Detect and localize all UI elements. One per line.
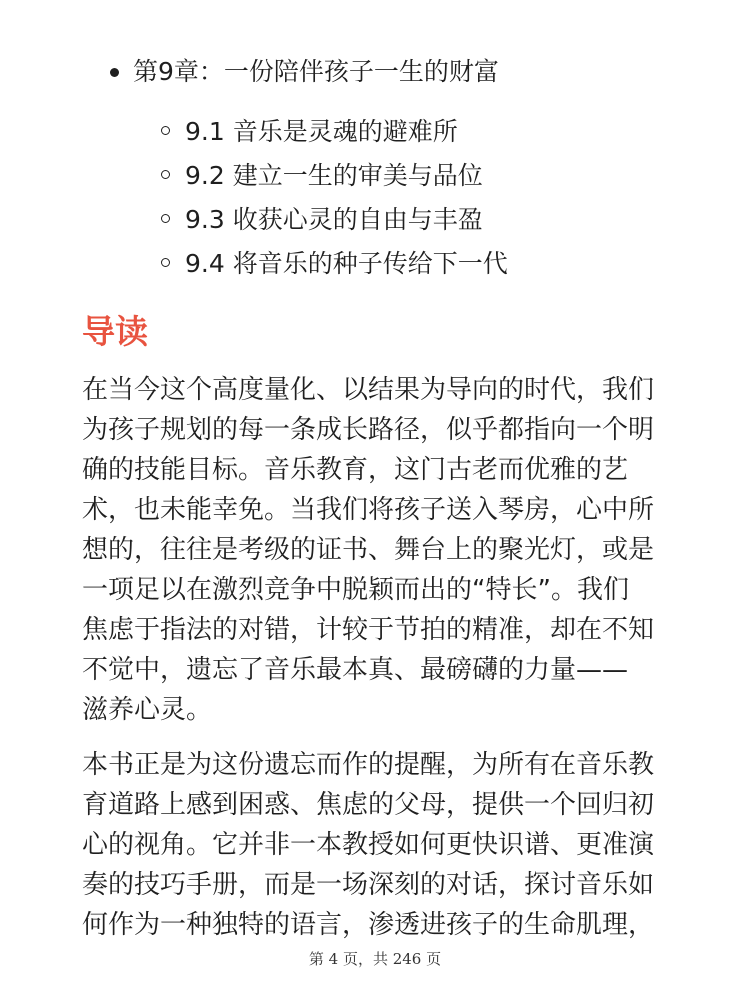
text-line: 术，也未能幸免。当我们将孩子送入琴房，心中所 xyxy=(82,495,655,525)
intro-paragraph-2 xyxy=(82,745,672,945)
text-line: 为孩子规划的每一条成长路径，似乎都指向一个明 xyxy=(82,415,655,445)
text-line: 本书正是为这份遗忘而作的提醒，为所有在音乐教 xyxy=(82,750,655,780)
hollow-bullet-icon xyxy=(161,214,170,223)
text-line: 焦虑于指法的对错，计较于节拍的精准，却在不知 xyxy=(82,615,655,645)
text-line: 何作为一种独特的语言，渗透进孩子的生命肌理， xyxy=(82,910,655,940)
toc-section-title: 9.1 音乐是灵魂的避难所 xyxy=(185,117,458,146)
text-line: 心的视角。它并非一本教授如何更快识谱、更准演 xyxy=(82,830,655,860)
toc-section-item[interactable] xyxy=(161,152,508,196)
hollow-bullet-icon xyxy=(161,170,170,179)
intro-heading: 导读 xyxy=(82,312,148,351)
text-line: 滋养心灵。 xyxy=(82,695,213,725)
toc-section-title: 9.2 建立一生的审美与品位 xyxy=(185,161,483,190)
toc-chapter-title: 第9章：一份陪伴孩子一生的财富 xyxy=(133,57,499,86)
toc-section-title: 9.3 收获心灵的自由与丰盈 xyxy=(185,205,483,234)
text-line: 育道路上感到困惑、焦虑的父母，提供一个回归初 xyxy=(82,790,655,820)
toc-section-item[interactable] xyxy=(161,108,508,152)
text-line: 一项足以在激烈竞争中脱颖而出的“特长”。我们 xyxy=(82,575,629,605)
page-number-footer: 第 4 页，共 246 页 xyxy=(308,950,442,968)
text-line: 奏的技巧手册，而是一场深刻的对话，探讨音乐如 xyxy=(82,870,655,900)
toc-section-list xyxy=(161,108,508,284)
bullet-dot-icon xyxy=(110,68,119,77)
text-line: 不觉中，遗忘了音乐最本真、最磅礴的力量—— xyxy=(82,655,629,685)
text-line: 想的，往往是考级的证书、舞台上的聚光灯，或是 xyxy=(82,535,655,565)
toc-section-item[interactable] xyxy=(161,196,508,240)
toc-section-title: 9.4 将音乐的种子传给下一代 xyxy=(185,249,508,278)
toc-section-item[interactable] xyxy=(161,240,508,284)
text-line: 确的技能目标。音乐教育，这门古老而优雅的艺 xyxy=(82,455,629,485)
intro-paragraph-1 xyxy=(82,370,672,730)
hollow-bullet-icon xyxy=(161,258,170,267)
text-line: 在当今这个高度量化、以结果为导向的时代，我们 xyxy=(82,375,655,405)
hollow-bullet-icon xyxy=(161,126,170,135)
toc-chapter-item[interactable] xyxy=(110,52,499,92)
